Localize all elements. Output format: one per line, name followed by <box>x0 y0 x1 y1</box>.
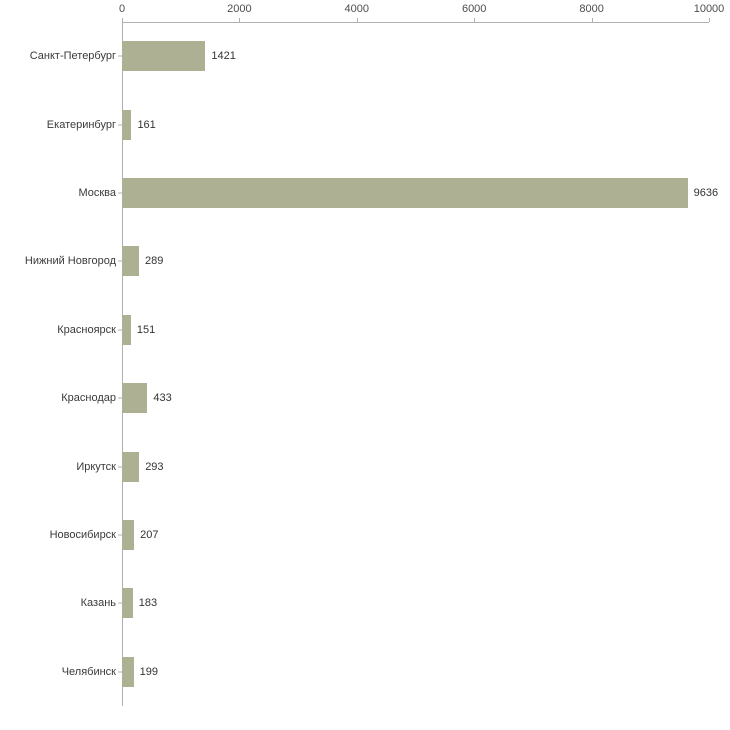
x-tick-label: 10000 <box>693 3 725 15</box>
bar[interactable] <box>122 452 139 482</box>
x-tick-mark <box>357 18 358 22</box>
bar[interactable] <box>122 520 134 550</box>
bar[interactable] <box>122 178 688 208</box>
bar-value-label: 183 <box>138 597 158 610</box>
category-label: Челябинск <box>61 665 116 678</box>
category-label: Екатеринбург <box>46 118 116 131</box>
bar[interactable] <box>122 315 131 345</box>
bar-value-label: 433 <box>153 392 172 405</box>
x-tick-label: 4000 <box>344 3 370 15</box>
bar-value-label: 161 <box>137 118 156 131</box>
category-label: Краснодар <box>61 392 116 405</box>
category-label: Москва <box>78 187 116 199</box>
bar-value-label: 151 <box>136 323 156 336</box>
category-label: Казань <box>80 597 116 610</box>
bar[interactable] <box>122 383 147 413</box>
category-label: Нижний Новгород <box>24 255 116 268</box>
bar-value-label: 1421 <box>211 50 236 63</box>
bar-value-label: 9636 <box>693 187 719 199</box>
bar-value-label: 289 <box>144 255 164 268</box>
category-label: Иркутск <box>76 460 116 473</box>
bar-value-label: 199 <box>139 665 159 678</box>
bar[interactable] <box>122 41 205 71</box>
bar-value-label: 207 <box>140 529 159 541</box>
x-tick-mark <box>592 18 593 22</box>
bar[interactable] <box>122 588 133 618</box>
bar[interactable] <box>122 110 131 140</box>
bar[interactable] <box>122 246 139 276</box>
x-tick-mark <box>474 18 475 22</box>
x-tick-mark <box>709 18 710 22</box>
category-label: Красноярск <box>57 323 116 336</box>
bar-value-label: 293 <box>145 460 164 473</box>
category-label: Санкт-Петербург <box>29 50 116 63</box>
x-tick-label: 0 <box>118 3 126 15</box>
x-tick-mark <box>122 18 123 22</box>
bar[interactable] <box>122 657 134 687</box>
x-tick-label: 2000 <box>227 3 252 15</box>
x-tick-label: 8000 <box>579 3 604 15</box>
x-tick-mark <box>239 18 240 22</box>
x-axis-line <box>122 22 709 23</box>
x-tick-label: 6000 <box>461 3 487 15</box>
category-label: Новосибирск <box>49 529 116 541</box>
